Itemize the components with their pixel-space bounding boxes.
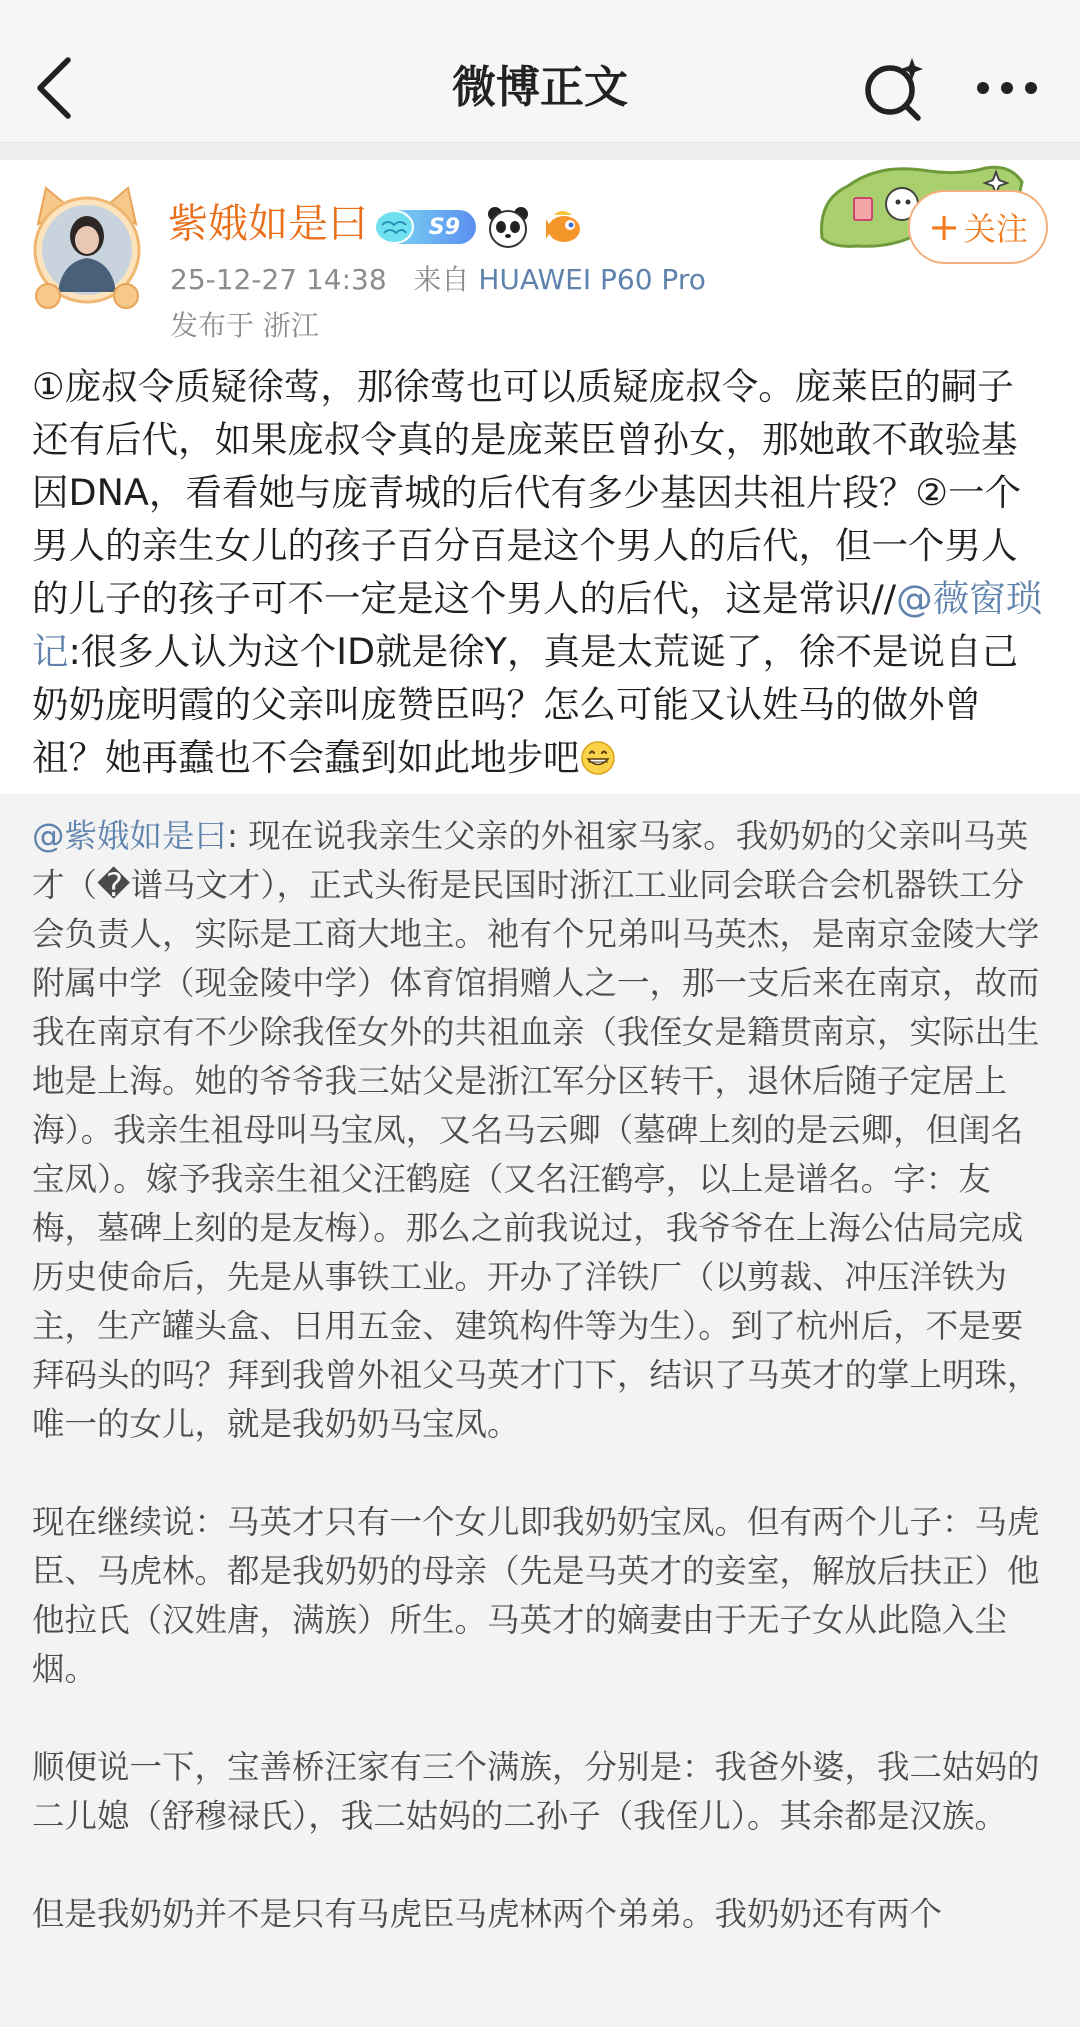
panda-icon [486,205,530,249]
follow-button[interactable] [908,190,1048,264]
post-text-part2: :很多人认为这个ID就是徐Y，真是太荒诞了，徐不是说自己奶奶庞明霞的父亲叫庞赞臣吗？怎么可能又认姓马的做外曾祖？她再蠢也不会蠢到如此地步吧 [32,630,1018,779]
device-link[interactable]: HUAWEI P60 Pro [478,263,706,296]
plus-icon: + [928,205,960,249]
weibo-post [0,160,1080,794]
search-sparkle-icon [860,54,930,124]
section-divider [0,143,1080,160]
repost-paragraph-4: 但是我奶奶并不是只有马虎臣马虎林两个弟弟。我奶奶还有两个 [32,1895,943,1933]
search-button[interactable] [860,54,930,124]
source-prefix: 来自 [413,263,470,296]
post-text-part1: ①庞叔令质疑徐莺，那徐莺也可以质疑庞叔令。庞莱臣的嗣子还有后代，如果庞叔令真的是庞莱臣曾孙女，那她敢不敢验基因DNA，看看她与庞青城的后代有多少基因共祖片段？②一个男人的亲生女儿的孩子百分百是这个男人的后代，但一个男人的儿子的孩子可不一定是这个男人的后代，这是常识// [32,365,1022,620]
repost-body [32,812,1050,1939]
repost-mention-link[interactable]: @紫娥如是曰 [32,817,228,855]
page-title: 微博正文 [452,62,628,113]
mention-link[interactable]: @薇窗琐记 [32,577,1043,673]
post-meta [170,260,706,300]
fish-icon [540,205,584,249]
top-navigation-bar [0,0,1080,143]
badge-row [376,204,584,250]
avatar[interactable] [28,184,146,312]
post-time: 25-12-27 14:38 [170,263,387,296]
more-options-button[interactable] [975,70,1039,106]
repost-paragraph-3: 顺便说一下，宝善桥汪家有三个满族，分别是：我爸外婆，我二姑妈的二儿媳（舒穆禄氏），我二姑妈的二孙子（我侄儿）。其余都是汉族。 [32,1748,1040,1835]
level-text: S9 [428,214,460,240]
repost-paragraph-2: 现在继续说：马英才只有一个女儿即我奶奶宝凤。但有两个儿子：马虎臣、马虎林。都是我奶奶的母亲（先是马英才的妾室，解放后扶正）他他拉氏（汉姓唐，满族）所生。马英才的嫡妻由于无子女从此隐入尘烟。 [32,1503,1040,1688]
level-badge[interactable] [376,210,476,244]
post-body [32,360,1050,784]
more-dots-icon [975,70,1039,106]
brain-icon [372,205,416,249]
grin-emoji-icon [580,740,616,776]
author-name[interactable]: 紫娥如是曰 [168,201,368,247]
follow-label: 关注 [963,210,1028,248]
post-location: 发布于 浙江 [170,309,319,342]
repost-paragraph-1 [32,812,1050,1449]
repost-paragraph-1-text: : 现在说我亲生父亲的外祖家马家。我奶奶的父亲叫马英才（�谱马文才），正式头衔是民国时浙江工业同会联合会机器铁工分会负责人，实际是工商大地主。祂有个兄弟叫马英杰，是南京金陵大学附属中学（现金陵中学）体育馆捐赠人之一，那一支后来在南京，故而我在南京有不少除我侄女外的共祖血亲（我侄女是籍贯南京，实际出生地是上海。她的爷爷我三姑父是浙江军分区转干，退休后随子定居上海）。我亲生祖母叫马宝凤，又名马云卿（墓碑上刻的是云卿，但闺名宝凤）。嫁予我亲生祖父汪鹤庭（又名汪鹤亭，以上是谱名。字：友梅，墓碑上刻的是友梅）。那么之前我说过，我爷爷在上海公估局完成历史使命后，先是从事铁工业。开办了洋铁厂（以剪裁、冲压洋铁为主，生产罐头盒、日用五金、建筑构件等为生）。到了杭州后，不是要拜码头的吗？拜到我曾外祖父马英才门下，结识了马英才的掌上明珠，唯一的女儿，就是我奶奶马宝凤。 [32,817,1040,1443]
reposted-original[interactable] [0,794,1080,2027]
